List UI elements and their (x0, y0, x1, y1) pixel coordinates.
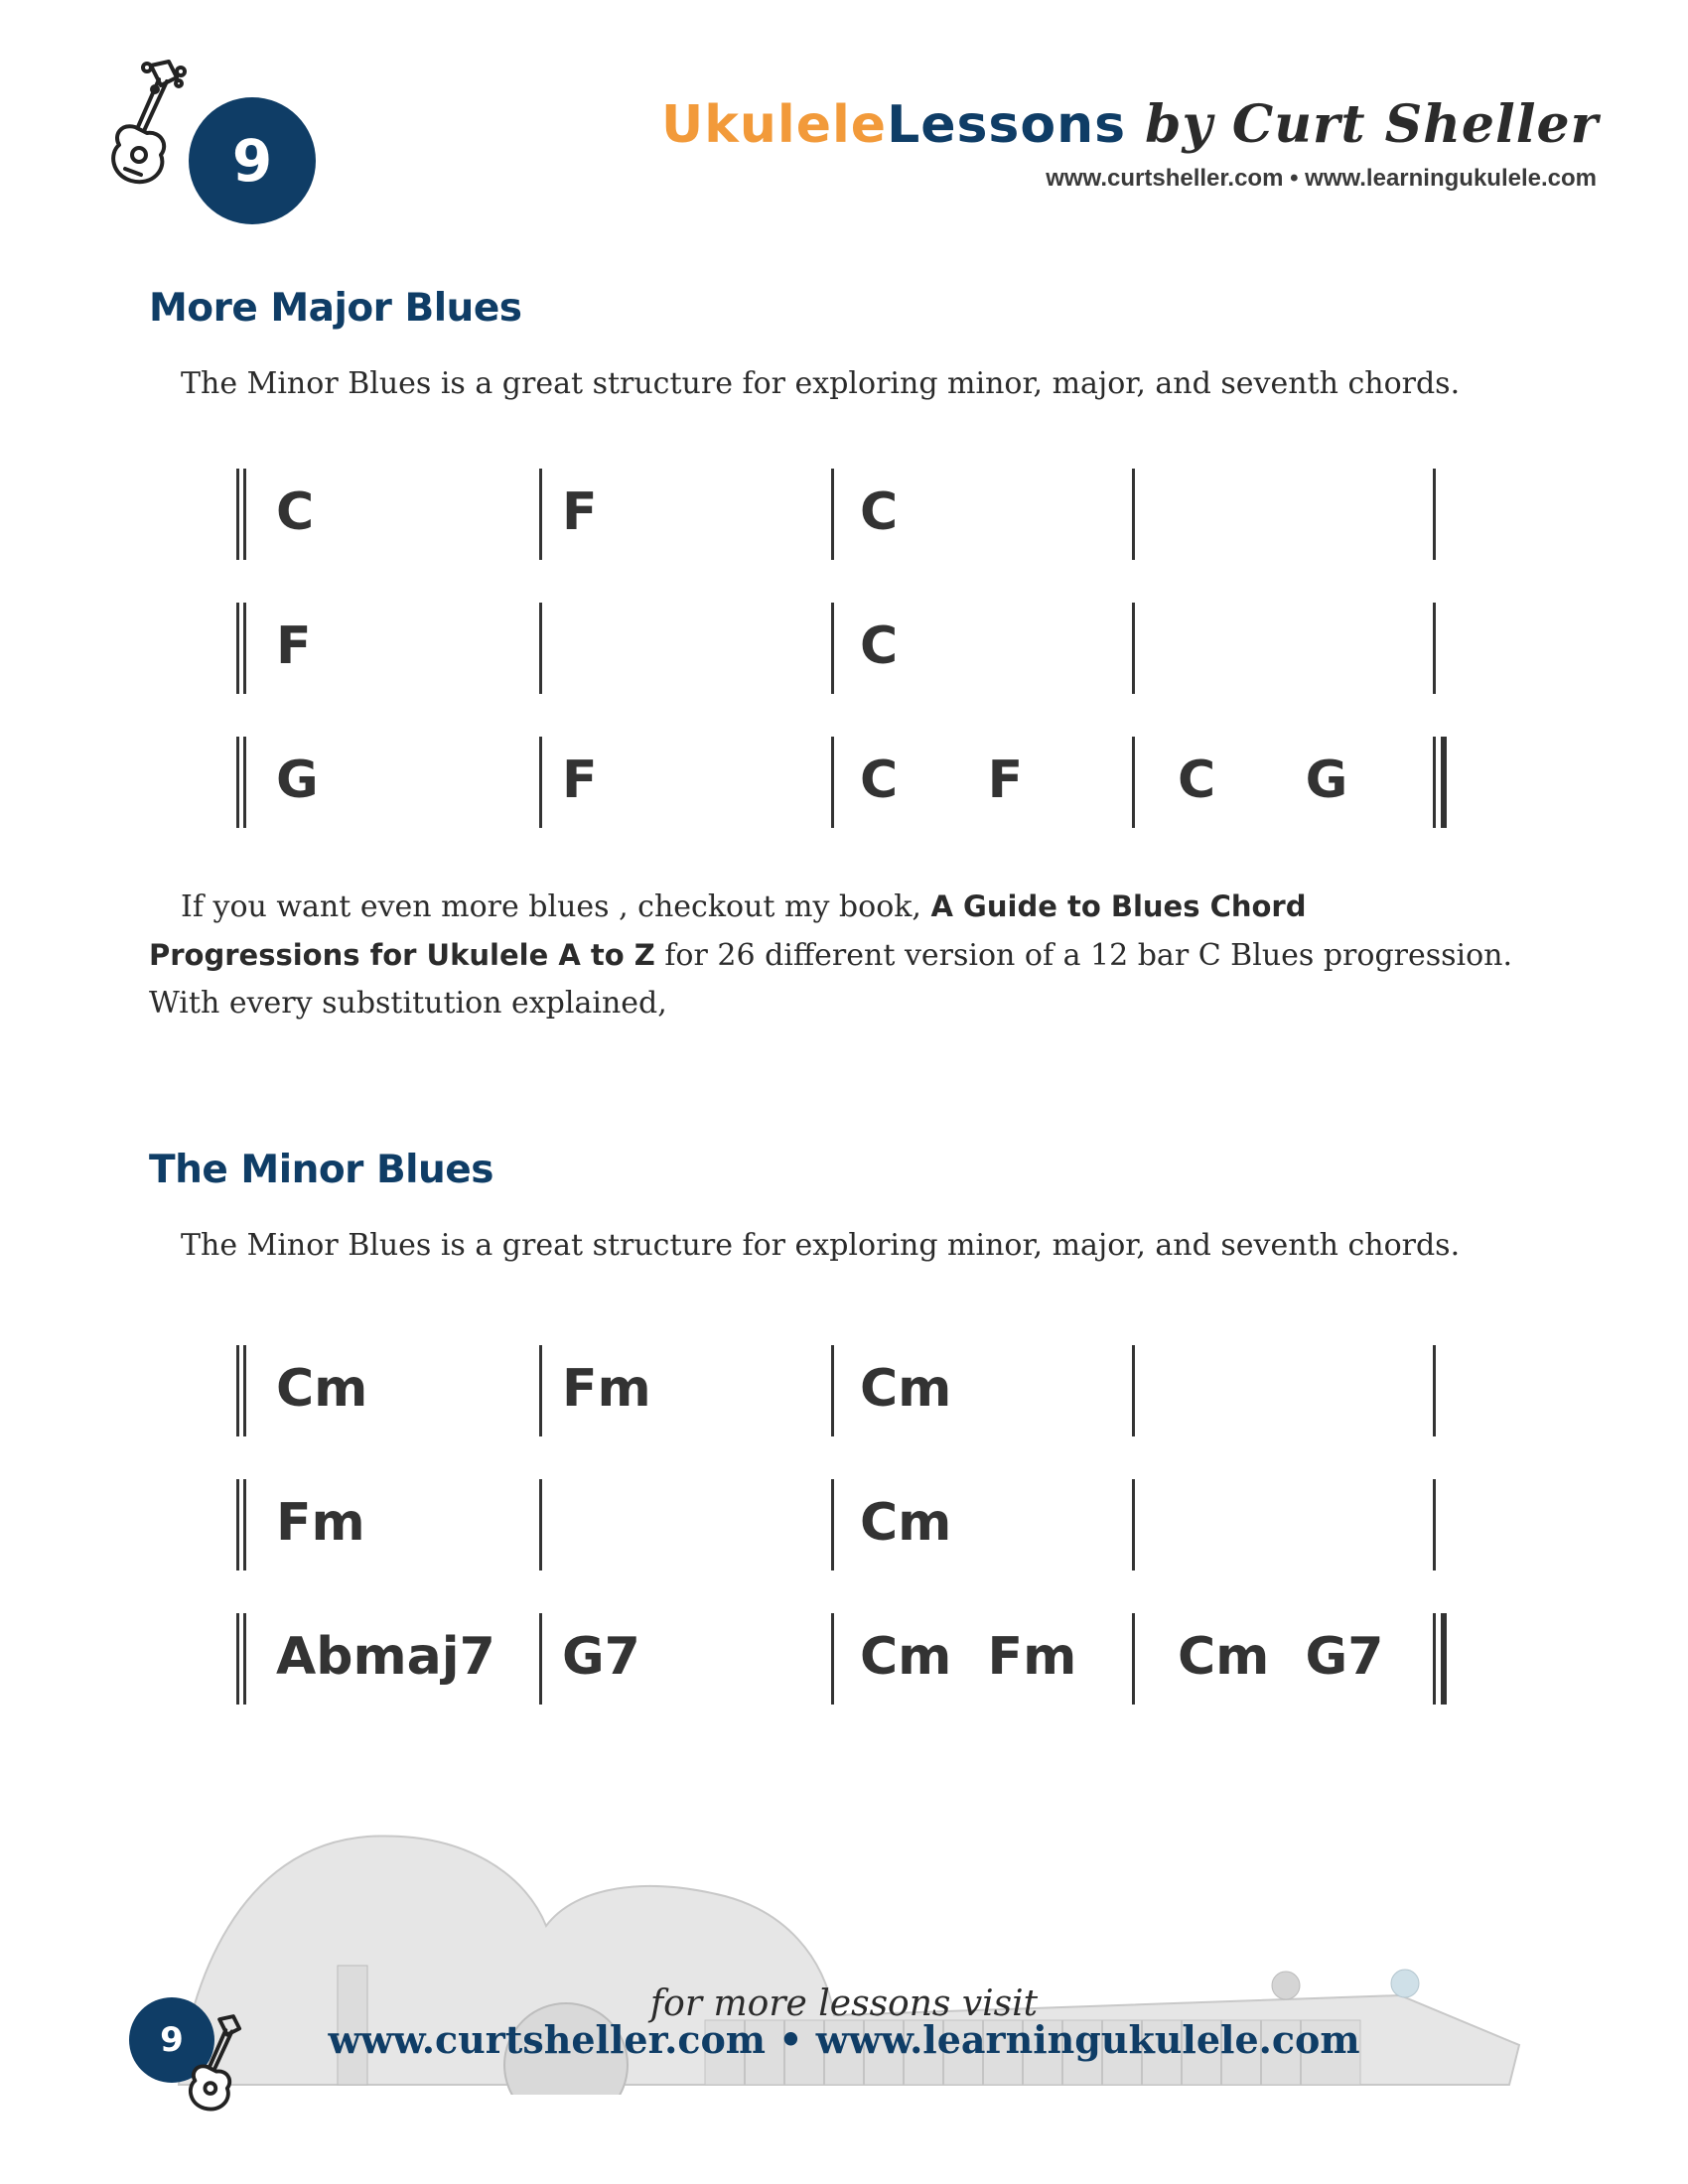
chord: Fm (276, 1493, 365, 1553)
chord: Cm (860, 1359, 952, 1419)
chord: Cm (860, 1493, 952, 1553)
chord: G (276, 751, 319, 810)
page-number-badge: 9 (189, 97, 316, 224)
footer-page-number-badge: 9 (129, 1997, 214, 2083)
section-heading-major: More Major Blues (149, 286, 522, 331)
chord: C G (1178, 751, 1348, 810)
chord: C (276, 482, 315, 542)
chord: Cm G7 (1178, 1627, 1384, 1687)
chord: C F (860, 751, 1024, 810)
chord: Cm (276, 1359, 368, 1419)
book-title: A Guide to Blues Chord Progressions for Ukulele A to Z (149, 889, 1307, 972)
major-intro: The Minor Blues is a great structure for exploring minor, major, and seventh chords. (181, 366, 1461, 401)
chord: Abmaj7 (276, 1627, 495, 1687)
footer-visit-text: for more lessons visit (649, 1983, 1039, 2024)
chord: F (562, 482, 598, 542)
chord: F (562, 751, 598, 810)
footer-websites: www.curtsheller.com • www.learningukulele.com (328, 2017, 1360, 2062)
ukulele-icon (169, 2013, 264, 2120)
header-websites: www.curtsheller.com • www.learningukulele.com (1046, 165, 1597, 192)
brand-logo: UkuleleLessons by Curt Sheller (661, 94, 1599, 155)
minor-intro: The Minor Blues is a great structure for exploring minor, major, and seventh chords. (181, 1228, 1461, 1263)
chord: C (860, 616, 899, 676)
chord: Cm Fm (860, 1627, 1077, 1687)
chord: F (276, 616, 312, 676)
chord: G7 (562, 1627, 640, 1687)
chord: Fm (562, 1359, 651, 1419)
section-heading-minor: The Minor Blues (149, 1148, 493, 1192)
chord: C (860, 482, 899, 542)
book-recommendation-paragraph: If you want even more blues , checkout my book, A Guide to Blues Chord Progressions for Ukulele A to Z for 26 different version of a 12 bar C Blues progression. With every substitution explained, (149, 889, 1513, 1021)
